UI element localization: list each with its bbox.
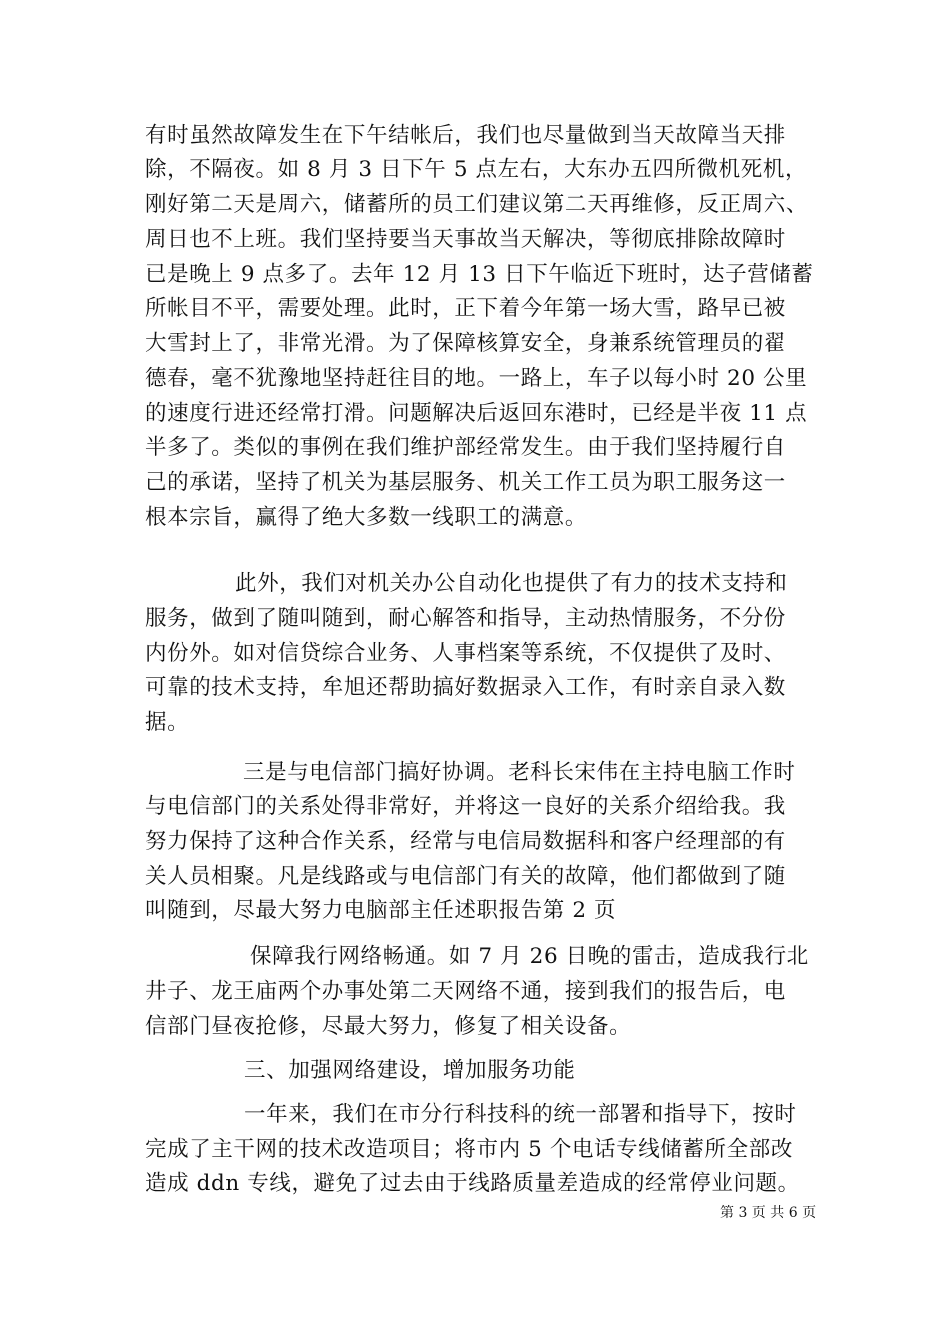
- paragraph-line: 半多了。类似的事例在我们维护部经常发生。由于我们坚持履行自: [145, 435, 786, 460]
- paragraph-line: 德春，毫不犹豫地坚持赶往目的地。一路上，车子以每小时 20 公里: [145, 366, 808, 391]
- paragraph-line: 与电信部门的关系处得非常好，并将这一良好的关系介绍给我。我: [145, 794, 786, 819]
- paragraph-line: 一年来，我们在市分行科技科的统一部署和指导下，按时: [244, 1102, 797, 1127]
- paragraph-line: 刚好第二天是周六，储蓄所的员工们建议第二天再维修，反正周六、: [145, 192, 809, 217]
- paragraph-line: 三是与电信部门搞好协调。老科长宋伟在主持电脑工作时: [243, 760, 796, 785]
- paragraph-line: 井子、龙王庙两个办事处第二天网络不通，接到我们的报告后，电: [145, 979, 786, 1004]
- paragraph-line: 己的承诺，坚持了机关为基层服务、机关工作工员为职工服务这一: [145, 470, 786, 495]
- paragraph-line: 周日也不上班。我们坚持要当天事故当天解决，等彻底排除故障时: [145, 227, 786, 252]
- paragraph-line: 保障我行网络畅通。如 7 月 26 日晚的雷击，造成我行北: [250, 944, 809, 969]
- paragraph-line: 造成 ddn 专线，避免了过去由于线路质量差造成的经常停业问题。: [145, 1171, 800, 1196]
- paragraph-line: 已是晚上 9 点多了。去年 12 月 13 日下午临近下班时，达子营储蓄: [145, 262, 814, 287]
- paragraph-line: 叫随到，尽最大努力电脑部主任述职报告第 2 页: [145, 898, 617, 923]
- paragraph-line: 除，不隔夜。如 8 月 3 日下午 5 点左右，大东办五四所微机死机，: [145, 157, 808, 182]
- paragraph-line: 所帐目不平，需要处理。此时，正下着今年第一场大雪，路早已被: [145, 296, 786, 321]
- paragraph-line: 完成了主干网的技术改造项目；将市内 5 个电话专线储蓄所全部改: [145, 1137, 793, 1162]
- paragraph-line: 服务，做到了随叫随到，耐心解答和指导，主动热情服务，不分份: [145, 606, 786, 631]
- paragraph-line: 可靠的技术支持，牟旭还帮助搞好数据录入工作，有时亲自录入数: [145, 675, 786, 700]
- paragraph-line: 的速度行进还经常打滑。问题解决后返回东港时，已经是半夜 11 点: [145, 401, 808, 426]
- paragraph-line: 据。: [145, 710, 190, 735]
- paragraph-line: 努力保持了这种合作关系，经常与电信局数据科和客户经理部的有: [145, 829, 786, 854]
- paragraph-line: 大雪封上了，非常光滑。为了保障核算安全，身兼系统管理员的翟: [145, 331, 786, 356]
- section-heading: 三、加强网络建设，增加服务功能: [244, 1058, 576, 1083]
- paragraph-line: 有时虽然故障发生在下午结帐后，我们也尽量做到当天故障当天排: [145, 123, 786, 148]
- paragraph-line: 内份外。如对信贷综合业务、人事档案等系统，不仅提供了及时、: [145, 641, 786, 666]
- paragraph-line: 信部门昼夜抢修，尽最大努力，修复了相关设备。: [145, 1014, 632, 1039]
- paragraph-line: 此外，我们对机关办公自动化也提供了有力的技术支持和: [235, 571, 788, 596]
- paragraph-line: 根本宗旨，赢得了绝大多数一线职工的满意。: [145, 505, 588, 530]
- page-number: 第 3 页 共 6 页: [720, 1205, 817, 1221]
- paragraph-line: 关人员相聚。凡是线路或与电信部门有关的故障，他们都做到了随: [145, 864, 786, 889]
